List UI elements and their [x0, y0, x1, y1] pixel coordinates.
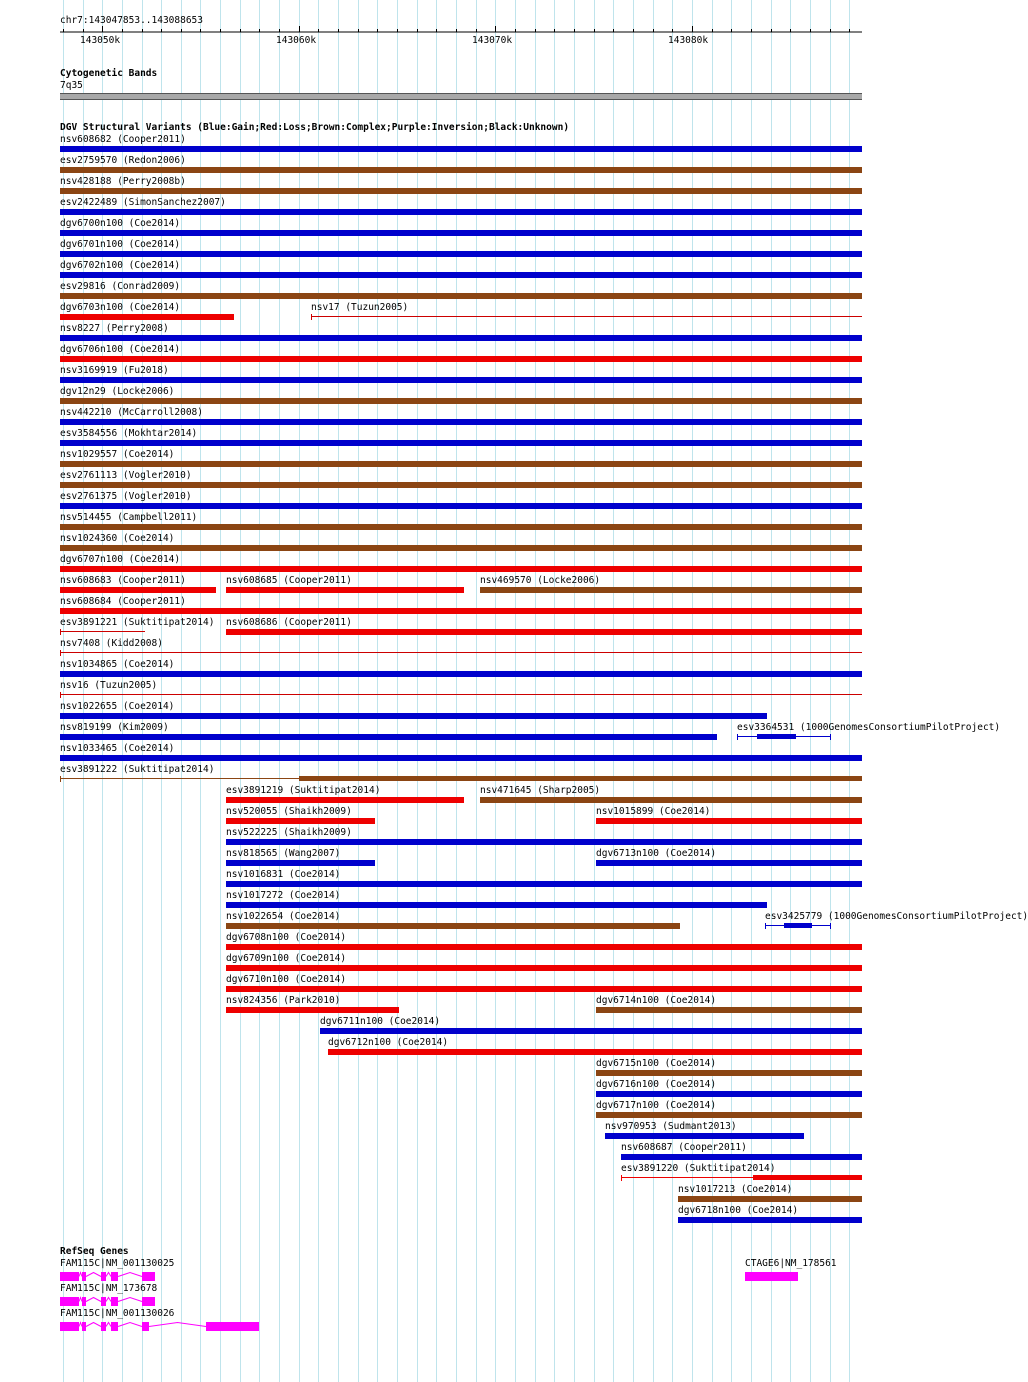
- variant-bar-complex[interactable]: [299, 776, 862, 781]
- variant-label: nsv1016831 (Coe2014): [226, 869, 341, 880]
- variant-bar-complex[interactable]: [480, 587, 862, 593]
- grid-line: [279, 0, 280, 1382]
- variant-bar-loss[interactable]: [60, 314, 234, 320]
- variant-label: nsv608683 (Cooper2011): [60, 575, 186, 586]
- variant-label: dgv6709n100 (Coe2014): [226, 953, 347, 964]
- variant-end-tick: [60, 629, 61, 635]
- variant-label: esv3425779 (1000GenomesConsortiumPilotProject): [765, 911, 1028, 922]
- grid-line: [751, 0, 752, 1382]
- variant-label: nsv520055 (Shaikh2009): [226, 806, 352, 817]
- gene-intron: [118, 1272, 142, 1281]
- variant-label: nsv608684 (Cooper2011): [60, 596, 186, 607]
- cytoband-7q35[interactable]: [60, 93, 862, 100]
- grid-line: [318, 0, 319, 1382]
- variant-bar-gain[interactable]: [60, 272, 862, 278]
- variant-bar-complex[interactable]: [596, 1070, 862, 1076]
- variant-label: nsv1034865 (Coe2014): [60, 659, 175, 670]
- gene-exon[interactable]: [111, 1322, 118, 1331]
- gene-label: FAM115C|NM_001130026: [60, 1308, 175, 1319]
- gene-exon[interactable]: [82, 1297, 86, 1306]
- variant-bar-complex[interactable]: [60, 398, 862, 404]
- variant-bar-gain[interactable]: [60, 503, 862, 509]
- variant-bar-complex[interactable]: [596, 1112, 862, 1118]
- gene-exon[interactable]: [111, 1272, 118, 1281]
- grid-line: [299, 0, 300, 1382]
- gene-intron: [86, 1297, 101, 1306]
- variant-label: nsv608682 (Cooper2011): [60, 134, 186, 145]
- gene-exon[interactable]: [142, 1322, 149, 1331]
- variant-bar-gain[interactable]: [226, 881, 862, 887]
- variant-label: nsv1015899 (Coe2014): [596, 806, 711, 817]
- variant-end-tick: [60, 776, 61, 782]
- variant-label: dgv6717n100 (Coe2014): [596, 1100, 717, 1111]
- variant-bar-gain[interactable]: [60, 440, 862, 446]
- variant-end-tick: [60, 650, 61, 656]
- variant-label: nsv16 (Tuzun2005): [60, 680, 158, 691]
- variant-label: dgv6714n100 (Coe2014): [596, 995, 717, 1006]
- gene-exon[interactable]: [60, 1297, 79, 1306]
- variant-label: esv3584556 (Mokhtar2014): [60, 428, 198, 439]
- variant-bar-loss[interactable]: [226, 965, 862, 971]
- variant-bar-gain[interactable]: [60, 671, 862, 677]
- variant-label: nsv824356 (Park2010): [226, 995, 341, 1006]
- variant-bar-gain[interactable]: [60, 755, 862, 761]
- refseq-track-title: RefSeq Genes: [60, 1246, 129, 1257]
- variant-label: dgv6716n100 (Coe2014): [596, 1079, 717, 1090]
- variant-label: nsv1017213 (Coe2014): [678, 1184, 793, 1195]
- variant-bar-complex[interactable]: [60, 293, 862, 299]
- variant-label: dgv6712n100 (Coe2014): [328, 1037, 449, 1048]
- ruler-tick-label: 143080k: [668, 35, 709, 46]
- variant-bar-gain[interactable]: [60, 734, 717, 740]
- variant-label: esv3891219 (Suktitipat2014): [226, 785, 381, 796]
- variant-label: dgv12n29 (Locke2006): [60, 386, 175, 397]
- variant-label: dgv6701n100 (Coe2014): [60, 239, 181, 250]
- position-ruler[interactable]: [0, 0, 890, 60]
- grid-line: [672, 0, 673, 1382]
- variant-bar-loss[interactable]: [226, 1007, 399, 1013]
- variant-bar-loss[interactable]: [328, 1049, 862, 1055]
- variant-end-tick: [311, 314, 312, 320]
- grid-line: [417, 0, 418, 1382]
- gene-exon[interactable]: [111, 1297, 118, 1306]
- gene-label: FAM115C|NM_001130025: [60, 1258, 175, 1269]
- variant-bar-complex[interactable]: [596, 1007, 862, 1013]
- variant-bar-loss[interactable]: [60, 566, 862, 572]
- variant-bar-loss[interactable]: [226, 587, 464, 593]
- variant-bar-loss[interactable]: [226, 944, 862, 950]
- variant-bar-gain[interactable]: [60, 146, 862, 152]
- variant-bar-gain[interactable]: [60, 713, 767, 719]
- variant-label: nsv7408 (Kidd2008): [60, 638, 163, 649]
- grid-line: [731, 0, 732, 1382]
- variant-bar-complex[interactable]: [226, 923, 680, 929]
- gene-intron: [86, 1272, 101, 1281]
- variant-bar-complex[interactable]: [60, 461, 862, 467]
- variant-label: nsv514455 (Campbell2011): [60, 512, 198, 523]
- variant-label: esv29816 (Conrad2009): [60, 281, 181, 292]
- variant-bar-gain[interactable]: [60, 209, 862, 215]
- gene-exon[interactable]: [60, 1322, 79, 1331]
- gene-exon[interactable]: [101, 1322, 106, 1331]
- gene-exon[interactable]: [60, 1272, 79, 1281]
- gene-intron: [118, 1322, 142, 1331]
- variant-bar-loss[interactable]: [596, 818, 862, 824]
- grid-line: [535, 0, 536, 1382]
- variant-label: nsv1022655 (Coe2014): [60, 701, 175, 712]
- gene-label: CTAGE6|NM_178561: [745, 1258, 837, 1269]
- variant-end-tick: [60, 692, 61, 698]
- grid-line: [495, 0, 496, 1382]
- variant-label: nsv1029557 (Coe2014): [60, 449, 175, 460]
- variant-label: dgv6707n100 (Coe2014): [60, 554, 181, 565]
- variant-line-loss[interactable]: [60, 631, 145, 632]
- variant-bar-loss[interactable]: [753, 1175, 862, 1180]
- grid-line: [633, 0, 634, 1382]
- grid-line: [259, 0, 260, 1382]
- variant-label: nsv608686 (Cooper2011): [226, 617, 352, 628]
- grid-line: [476, 0, 477, 1382]
- grid-line: [574, 0, 575, 1382]
- grid-line: [377, 0, 378, 1382]
- variant-label: nsv522225 (Shaikh2009): [226, 827, 352, 838]
- grid-line: [613, 0, 614, 1382]
- variant-bar-gain[interactable]: [60, 377, 862, 383]
- cytoband-track-title: Cytogenetic Bands: [60, 68, 158, 79]
- grid-line: [712, 0, 713, 1382]
- gene-exon[interactable]: [101, 1297, 106, 1306]
- variant-label: dgv6700n100 (Coe2014): [60, 218, 181, 229]
- gene-exon[interactable]: [82, 1272, 86, 1281]
- variant-label: esv3891221 (Suktitipat2014): [60, 617, 215, 628]
- variant-line-loss[interactable]: [60, 694, 862, 695]
- variant-label: nsv469570 (Locke2006): [480, 575, 601, 586]
- variant-bar-complex[interactable]: [60, 167, 862, 173]
- gene-exon[interactable]: [82, 1322, 86, 1331]
- variant-label: esv3364531 (1000GenomesConsortiumPilotProject): [737, 722, 1001, 733]
- gene-exon[interactable]: [206, 1322, 259, 1331]
- variant-bar-gain[interactable]: [605, 1133, 804, 1139]
- variant-label: dgv6711n100 (Coe2014): [320, 1016, 441, 1027]
- variant-bar-loss[interactable]: [60, 587, 216, 593]
- variant-bar-gain[interactable]: [678, 1217, 862, 1223]
- variant-bar-complex[interactable]: [60, 482, 862, 488]
- variant-bar-loss[interactable]: [60, 608, 862, 614]
- variant-label: dgv6703n100 (Coe2014): [60, 302, 181, 313]
- variant-label: esv2761375 (Vogler2010): [60, 491, 192, 502]
- ruler-ticks: [64, 26, 850, 32]
- variant-end-tick: [737, 734, 738, 740]
- ruler-tick-label: 143070k: [472, 35, 513, 46]
- grid-line: [436, 0, 437, 1382]
- variant-label: nsv819199 (Kim2009): [60, 722, 169, 733]
- variant-end-tick: [830, 923, 831, 929]
- grid-line: [358, 0, 359, 1382]
- variant-bar-gain[interactable]: [621, 1154, 862, 1160]
- gene-exon[interactable]: [142, 1297, 155, 1306]
- variant-bar-loss[interactable]: [60, 356, 862, 362]
- variant-label: esv2761113 (Vogler2010): [60, 470, 192, 481]
- variant-line-loss[interactable]: [311, 316, 862, 317]
- variant-label: nsv970953 (Sudmant2013): [605, 1121, 737, 1132]
- grid-line: [692, 0, 693, 1382]
- gene-intron: [149, 1322, 206, 1331]
- variant-label: nsv608685 (Cooper2011): [226, 575, 352, 586]
- variant-label: dgv6715n100 (Coe2014): [596, 1058, 717, 1069]
- grid-line: [456, 0, 457, 1382]
- variant-bar-gain[interactable]: [60, 419, 862, 425]
- variant-bar-gain[interactable]: [226, 860, 375, 866]
- variant-label: dgv6718n100 (Coe2014): [678, 1205, 799, 1216]
- variant-bar-gain[interactable]: [60, 335, 862, 341]
- variant-label: esv2759570 (Redon2006): [60, 155, 186, 166]
- grid-line: [515, 0, 516, 1382]
- variant-end-tick: [830, 734, 831, 740]
- variant-label: nsv1033465 (Coe2014): [60, 743, 175, 754]
- variant-bar-complex[interactable]: [60, 188, 862, 194]
- gene-exon[interactable]: [101, 1272, 106, 1281]
- gene-exon[interactable]: [745, 1272, 798, 1281]
- variant-label: esv3891220 (Suktitipat2014): [621, 1163, 776, 1174]
- variant-bar-complex[interactable]: [480, 797, 862, 803]
- variant-label: dgv6713n100 (Coe2014): [596, 848, 717, 859]
- dgv-track-title: DGV Structural Variants (Blue:Gain;Red:Loss;Brown:Complex;Purple:Inversion;Black:Unknown): [60, 122, 570, 133]
- variant-label: dgv6706n100 (Coe2014): [60, 344, 181, 355]
- variant-bar-complex[interactable]: [60, 524, 862, 530]
- variant-label: nsv608687 (Cooper2011): [621, 1142, 747, 1153]
- variant-line-loss[interactable]: [60, 652, 862, 653]
- grid-line: [338, 0, 339, 1382]
- variant-label: nsv442210 (McCarroll2008): [60, 407, 203, 418]
- variant-label: nsv471645 (Sharp2005): [480, 785, 601, 796]
- variant-bar-gain[interactable]: [757, 734, 796, 739]
- grid-line: [594, 0, 595, 1382]
- variant-label: nsv3169919 (Fu2018): [60, 365, 169, 376]
- variant-label: nsv1022654 (Coe2014): [226, 911, 341, 922]
- variant-label: dgv6708n100 (Coe2014): [226, 932, 347, 943]
- locus-label: chr7:143047853..143088653: [60, 15, 203, 26]
- variant-label: nsv17 (Tuzun2005): [311, 302, 409, 313]
- variant-bar-loss[interactable]: [226, 797, 464, 803]
- variant-bar-gain[interactable]: [320, 1028, 862, 1034]
- variant-bar-loss[interactable]: [226, 986, 862, 992]
- variant-bar-gain[interactable]: [226, 839, 862, 845]
- grid-line: [397, 0, 398, 1382]
- variant-end-tick: [765, 923, 766, 929]
- variant-label: nsv8227 (Perry2008): [60, 323, 169, 334]
- variant-bar-gain[interactable]: [226, 902, 767, 908]
- cytoband-label: 7q35: [60, 80, 83, 91]
- variant-bar-gain[interactable]: [784, 923, 812, 928]
- variant-bar-complex[interactable]: [60, 545, 862, 551]
- variant-label: nsv1024360 (Coe2014): [60, 533, 175, 544]
- ruler-tick-label: 143050k: [80, 35, 121, 46]
- variant-bar-gain[interactable]: [596, 860, 862, 866]
- variant-label: dgv6710n100 (Coe2014): [226, 974, 347, 985]
- ruler-tick-label: 143060k: [276, 35, 317, 46]
- variant-label: nsv1017272 (Coe2014): [226, 890, 341, 901]
- gene-intron: [86, 1322, 101, 1331]
- gene-label: FAM115C|NM_173678: [60, 1283, 158, 1294]
- variant-label: dgv6702n100 (Coe2014): [60, 260, 181, 271]
- variant-bar-loss[interactable]: [226, 629, 862, 635]
- gene-exon[interactable]: [142, 1272, 155, 1281]
- gene-intron: [118, 1297, 142, 1306]
- variant-bar-gain[interactable]: [60, 251, 862, 257]
- variant-end-tick: [621, 1175, 622, 1181]
- variant-bar-loss[interactable]: [226, 818, 375, 824]
- variant-label: esv3891222 (Suktitipat2014): [60, 764, 215, 775]
- variant-label: esv2422489 (SimonSanchez2007): [60, 197, 226, 208]
- variant-bar-complex[interactable]: [678, 1196, 862, 1202]
- variant-bar-gain[interactable]: [60, 230, 862, 236]
- grid-line: [653, 0, 654, 1382]
- variant-label: nsv818565 (Wang2007): [226, 848, 341, 859]
- grid-line: [240, 0, 241, 1382]
- variant-bar-gain[interactable]: [596, 1091, 862, 1097]
- grid-line: [554, 0, 555, 1382]
- variant-label: nsv428188 (Perry2008b): [60, 176, 186, 187]
